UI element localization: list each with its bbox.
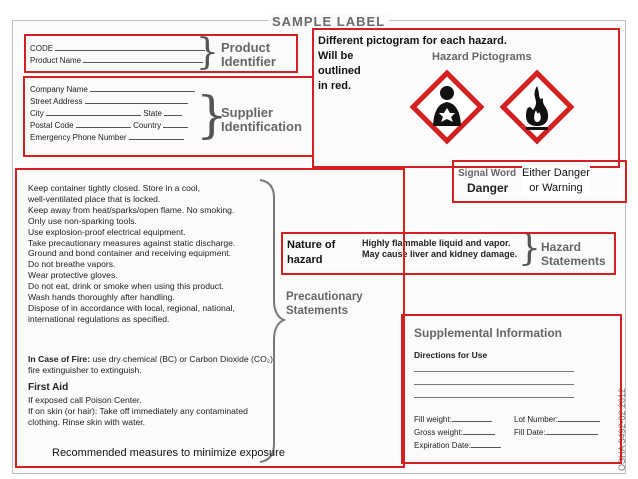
city-state-field: City State	[30, 107, 182, 118]
code-label: CODE	[30, 44, 54, 53]
pictogram-note: Different pictogram for each hazard. Will be outlined in red.	[318, 35, 507, 92]
product-identifier-highlight	[24, 34, 298, 73]
product-name-label: Product Name	[30, 56, 82, 65]
supplemental-highlight	[401, 314, 622, 464]
precautionary-list: Keep container tightly closed. Store in a cool, well-ventilated place that is locked. Keep away from heat/sparks/open flame. No smoking. Only use non-sparking tools. Use explosion-proof electrical equipment. Take precautionary measures against static discharge. Ground and bond container and receiving equipment. Do not breathe vapors. Wear protective gloves. Do not eat, drink or smoke when using this product. Wash hands thoroughly after handling. Dispose of in accordance with local, regional, national, international regulations as specified.	[28, 183, 236, 324]
gross-weight-field: Gross weight:	[414, 426, 495, 437]
postal-country-field: Postal Code Country	[30, 119, 188, 130]
supplier-section-title: Supplier Identification	[221, 105, 302, 134]
supplemental-heading: Supplemental Information	[414, 326, 563, 340]
first-aid-heading: First Aid	[28, 382, 69, 393]
signal-word-label: Signal Word	[458, 168, 517, 179]
signal-note: Either Danger or Warning	[522, 167, 590, 194]
precautionary-highlight	[15, 168, 405, 468]
directions-label: Directions for Use	[414, 350, 488, 360]
label-title: SAMPLE LABEL	[268, 14, 389, 29]
supplier-identification-highlight	[23, 76, 314, 157]
hazard-section-title: Hazard Statements	[541, 240, 606, 268]
signal-word-value: Danger	[467, 181, 509, 195]
street-address-field: Street Address	[30, 95, 188, 106]
company-name-field: Company Name	[30, 83, 195, 94]
hazard-statement-lines: Highly flammable liquid and vapor. May cause liver and kidney damage.	[362, 238, 518, 259]
pictograms-heading: Hazard Pictograms	[432, 51, 532, 63]
exposure-note: Recommended measures to minimize exposure	[52, 447, 285, 459]
fill-weight-field: Fill weight:	[414, 413, 492, 424]
first-aid-list: If exposed call Poison Center. If on skin (or hair): Take off immediately any contaminated clothing. Rinse skin with water.	[28, 395, 248, 427]
supplier-brace: }	[196, 86, 228, 144]
precautionary-section-title: Precautionary Statements	[286, 291, 363, 317]
nature-of-hazard-note: Nature of hazard	[287, 239, 336, 266]
expiration-date-field: Expiration Date:	[414, 439, 501, 450]
lot-number-field: Lot Number:	[514, 413, 600, 424]
fire-instructions: In Case of Fire: use dry chemical (BC) or Carbon Dioxide (CO₂) fire extinguisher to extinguish.	[28, 354, 273, 375]
hazard-brace: }	[518, 228, 541, 269]
product-brace: }	[196, 32, 219, 73]
emergency-phone-field: Emergency Phone Number	[30, 131, 184, 142]
osha-side-text: OSHA 3492-02 2012	[617, 387, 627, 471]
fill-date-field: Fill Date:	[514, 426, 598, 437]
product-section-title: Product Identifier	[221, 40, 276, 69]
